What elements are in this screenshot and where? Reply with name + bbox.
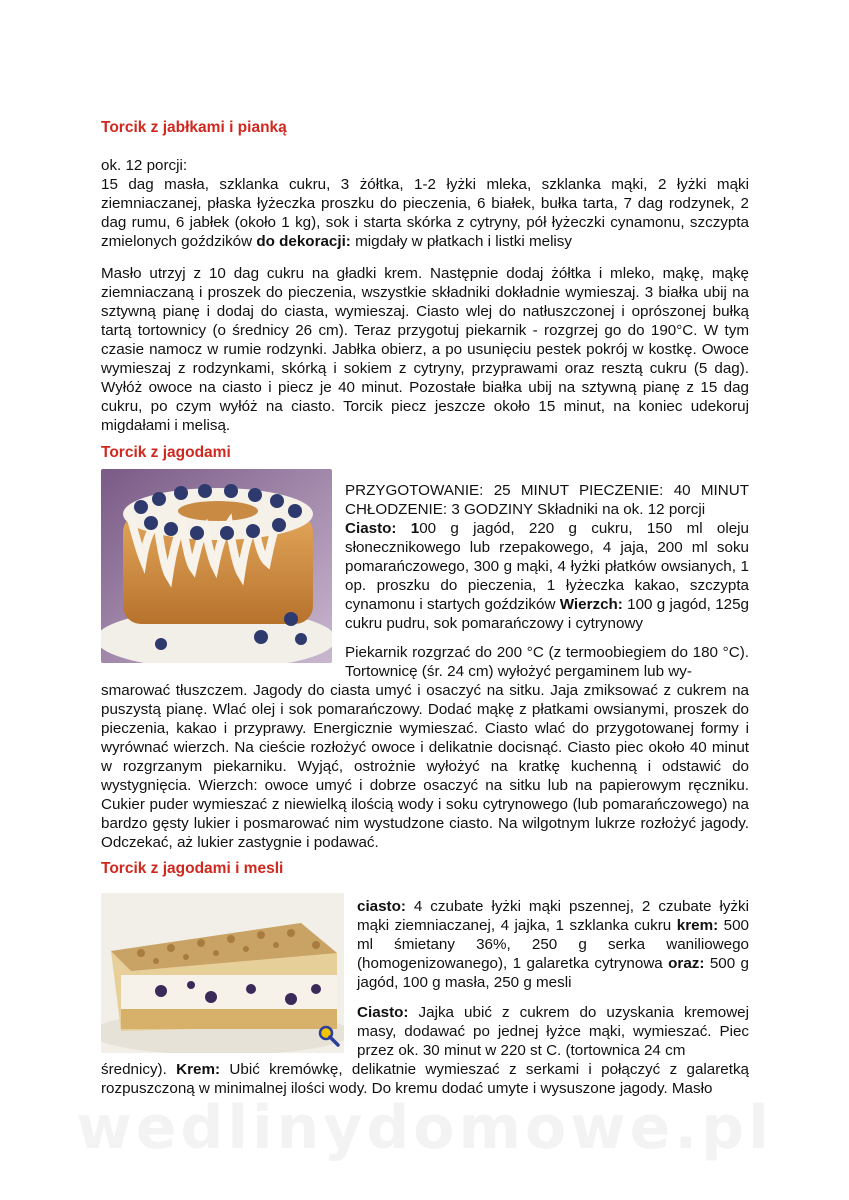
oraz-label: oraz: <box>668 955 705 972</box>
ciasto-text: 4 czubate łyżki mąki pszennej, 2 czubate łyżki mąki ziemniaczanej, 4 jajka, 1 szklanka cukru <box>357 898 749 934</box>
decor-label: do dekoracji: <box>256 233 351 250</box>
intro-text: PRZYGOTOWANIE: 25 MINUT PIECZENIE: 40 MINUT CHŁODZENIE: 3 GODZINY Składniki na ok. 12 porcji <box>345 482 749 518</box>
ciasto-label: Ciasto: 1 <box>345 520 420 537</box>
oraz-text: 500 g jagód, 100 g masła, 250 g mesli <box>357 955 750 991</box>
ciasto-label: ciasto: <box>357 898 406 915</box>
ingredients-text <box>357 897 749 992</box>
method-text: smarować tłuszczem. Jagody do ciasta umyć i osaczyć na sitku. Jaja zmiksować z cukrem na puszystą pianę. Wlać olej i sok pomarańczowy. Dodać mąkę z płatkami owsianymi, proszek do pieczenia, kakao i przyprawy. Energicznie wymieszać. Ciasto wlać do przygotowanej formy i wyrównać wierzch. Na cieście rozłożyć owoce i delikatnie docisnąć. Ciasto piec około 40 minut w rozgrzanym piekarniku. Wyjąć, ostrożnie wyłożyć na kratkę kuchenną i odstawić do wystygnięcia. Wierzch: owoce umyć i dobrze osaczyć na sitku lub na papierowym ręczniku. Cukier puder wymieszać z niewielką ilością wody i soku cytrynowego (lub pomarańczowego) na bardzo gęsty lukier i posmarować nim wystudzone ciasto. Na wilgotnym lukrze rozłożyć jagody. Odczekać, aż lukier zastygnie i podawać. <box>101 682 749 851</box>
method-text-a: średnicy). <box>101 1061 177 1078</box>
method-text-b: Ubić kremówkę, delikatnie wymieszać z serkami i połączyć z galaretką rozpuszczoną w minimalnej ilości wody. Do kremu dodać umyte i wysuszone jagody. Masło <box>101 1061 749 1097</box>
method-text-side: Piekarnik rozgrzać do 200 °C (z termoobiegiem do 180 °C). Tortownicę (śr. 24 cm) wyłożyć pergaminem lub wy- <box>345 644 749 680</box>
muesli-cake-photo <box>101 893 344 1053</box>
recipe-title: Torcik z jagodami <box>101 444 231 461</box>
method-ciasto-label: Ciasto: <box>357 1004 409 1021</box>
magnifier-icon <box>317 1024 341 1048</box>
decor-text: migdały w płatkach i listki melisy <box>350 233 572 250</box>
ingredients-text <box>345 519 749 633</box>
ciasto-text: 00 g jagód, 220 g cukru, 150 ml oleju słonecznikowego lub rzepakowego, 4 jaja, 200 ml soku pomarańczowego, 300 g mąki, 4 łyżki płatków owsianych, 1 op. proszku do pieczenia, 1 łyżeczka kakao, szczypta cynamonu i startych goździków <box>345 520 750 613</box>
method-text: Masło utrzyj z 10 dag cukru na gładki krem. Następnie dodaj żółtka i mleko, mąkę, mąkę ziemniaczaną i proszek do pieczenia, wszystkie składniki dokładnie wymieszaj. 3 białka ubij na sztywną pianę i dodaj do ciasta, wymieszaj. Ciasto wlej do natłuszczonej i oprószonej bułką tartą tortownicy (o średnicy 26 cm). Teraz przygotuj piekarnik - rozgrzej go do 190°C. W tym czasie namocz w rumie rodzynki. Jabłka obierz, a po usunięciu pestek pokrój w kostkę. Owoce wymieszaj z rodzynkami, skórką i sokiem z cytryny, przyprawami oraz resztą cukru (5 dag). Wyłóż owoce na ciasto i piecz je 40 minut. Pozostałe białka ubij na sztywną pianę z 15 dag cukru, po czym wyłóż na ciasto. Torcik piecz jeszcze około 15 minut, na koniec udekoruj migdałami i melisą. <box>101 265 749 434</box>
recipe-blueberry-method <box>101 681 749 852</box>
recipe-muesli-method-start <box>357 1003 749 1060</box>
recipe-blueberry-method-start <box>345 643 749 681</box>
krem-text: 500 ml śmietany 36%, 250 g serka waniliowego (homogenizowanego), 1 galaretka cytrynowa <box>357 917 750 972</box>
recipe-title: Torcik z jabłkami i pianką <box>101 119 287 136</box>
krem-label: krem: <box>676 917 719 934</box>
portions-text: ok. 12 porcji: <box>101 157 188 174</box>
recipe-apple-method <box>101 264 749 435</box>
recipe-apple-section <box>101 119 749 137</box>
ingredients-list: 15 dag masła, szklanka cukru, 3 żółtka, 1-2 łyżki mleka, szklanka mąki, 2 łyżki mąki ziemniaczanej, płaska łyżeczka proszku do pieczenia, 6 białek, bułka tarta, 7 dag rodzynek, 2 dag rumu, 6 jabłek (około 1 kg), sok i starta skórka z cytryny, pół łyżeczki cynamonu, szczypta zmielonych goździków <box>101 176 749 250</box>
ingredients-text <box>101 175 749 251</box>
wierzch-label: Wierzch: <box>559 596 623 613</box>
recipe-muesli-ingredients <box>357 897 749 992</box>
method-krem-label: Krem: <box>176 1061 221 1078</box>
watermark: wedlinydomowe.pl <box>76 1093 773 1163</box>
recipe-muesli-section <box>101 860 749 878</box>
recipe-blueberry-section <box>101 444 749 462</box>
method-side-text: Jajka ubić z cukrem do uzyskania kremowej masy, dodawać po jednej łyżce mąki, wymieszać. Piec przez ok. 30 minut w 220 st C. (tortownica 24 cm <box>357 1004 749 1059</box>
recipe-blueberry-ingredients <box>345 481 749 633</box>
method-text-side <box>357 1003 749 1060</box>
blueberry-cake-photo <box>101 469 332 663</box>
recipe-apple-ingredients <box>101 156 749 251</box>
wierzch-text: 100 g jagód, 125g cukru pudru, sok pomarańczowy i cytrynowy <box>345 596 749 632</box>
recipe-title: Torcik z jagodami i mesli <box>101 860 284 877</box>
